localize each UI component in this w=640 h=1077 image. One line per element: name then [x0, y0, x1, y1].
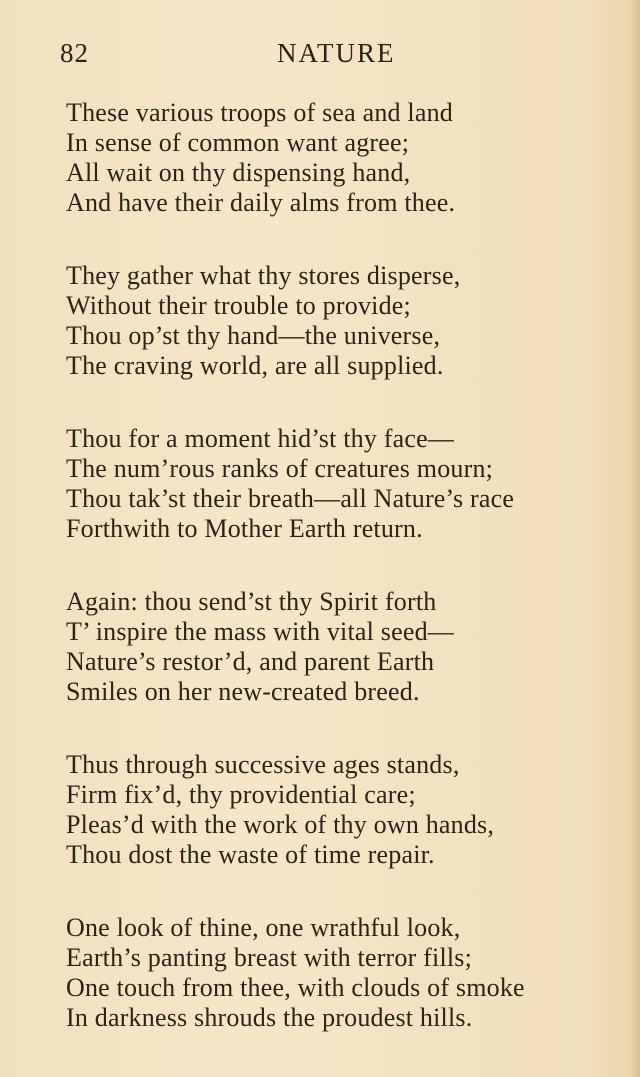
verse-line: Without their trouble to provide; — [66, 291, 411, 320]
stanza-5 — [66, 750, 626, 870]
verse-line: These various troops of sea and land — [66, 98, 453, 127]
verse-line: In sense of common want agree; — [66, 128, 410, 157]
verse-line: Smiles on her new-created breed. — [66, 677, 420, 706]
stanza-1 — [66, 98, 626, 218]
verse-line: T’ inspire the mass with vital seed— — [66, 617, 454, 646]
running-head: NATURE — [277, 38, 396, 68]
verse-line: Earth’s panting breast with terror fills; — [66, 943, 473, 972]
stanza-6 — [66, 913, 626, 1033]
stanza-3 — [66, 424, 626, 544]
verse-line: They gather what thy stores disperse, — [66, 261, 461, 290]
verse-line: One look of thine, one wrathful look, — [66, 913, 461, 942]
poem-body — [66, 98, 626, 1076]
verse-line: Thou op’st thy hand—the universe, — [66, 321, 441, 350]
verse-line: One touch from thee, with clouds of smoke — [66, 973, 525, 1002]
verse-line: Again: thou send’st thy Spirit forth — [66, 587, 437, 616]
stanza-4 — [66, 587, 626, 707]
verse-line: The craving world, are all supplied. — [66, 351, 444, 380]
page-edge-shadow — [630, 0, 640, 1077]
verse-line: All wait on thy dispensing hand, — [66, 158, 411, 187]
verse-line: In darkness shrouds the proudest hills. — [66, 1003, 473, 1032]
verse-line: Forthwith to Mother Earth return. — [66, 514, 423, 543]
verse-line: Thus through successive ages stands, — [66, 750, 460, 779]
verse-line: Thou dost the waste of time repair. — [66, 840, 435, 869]
verse-line: Thou for a moment hid’st thy face— — [66, 424, 455, 453]
page-header — [0, 36, 640, 76]
verse-line: And have their daily alms from thee. — [66, 188, 456, 217]
verse-line: Firm fix’d, thy providential care; — [66, 780, 416, 809]
page-number: 82 — [60, 38, 89, 68]
verse-line: The num’rous ranks of creatures mourn; — [66, 454, 494, 483]
verse-line: Pleas’d with the work of thy own hands, — [66, 810, 495, 839]
stanza-2 — [66, 261, 626, 381]
verse-line: Nature’s restor’d, and parent Earth — [66, 647, 435, 676]
verse-line: Thou tak’st their breath—all Nature’s race — [66, 484, 515, 513]
